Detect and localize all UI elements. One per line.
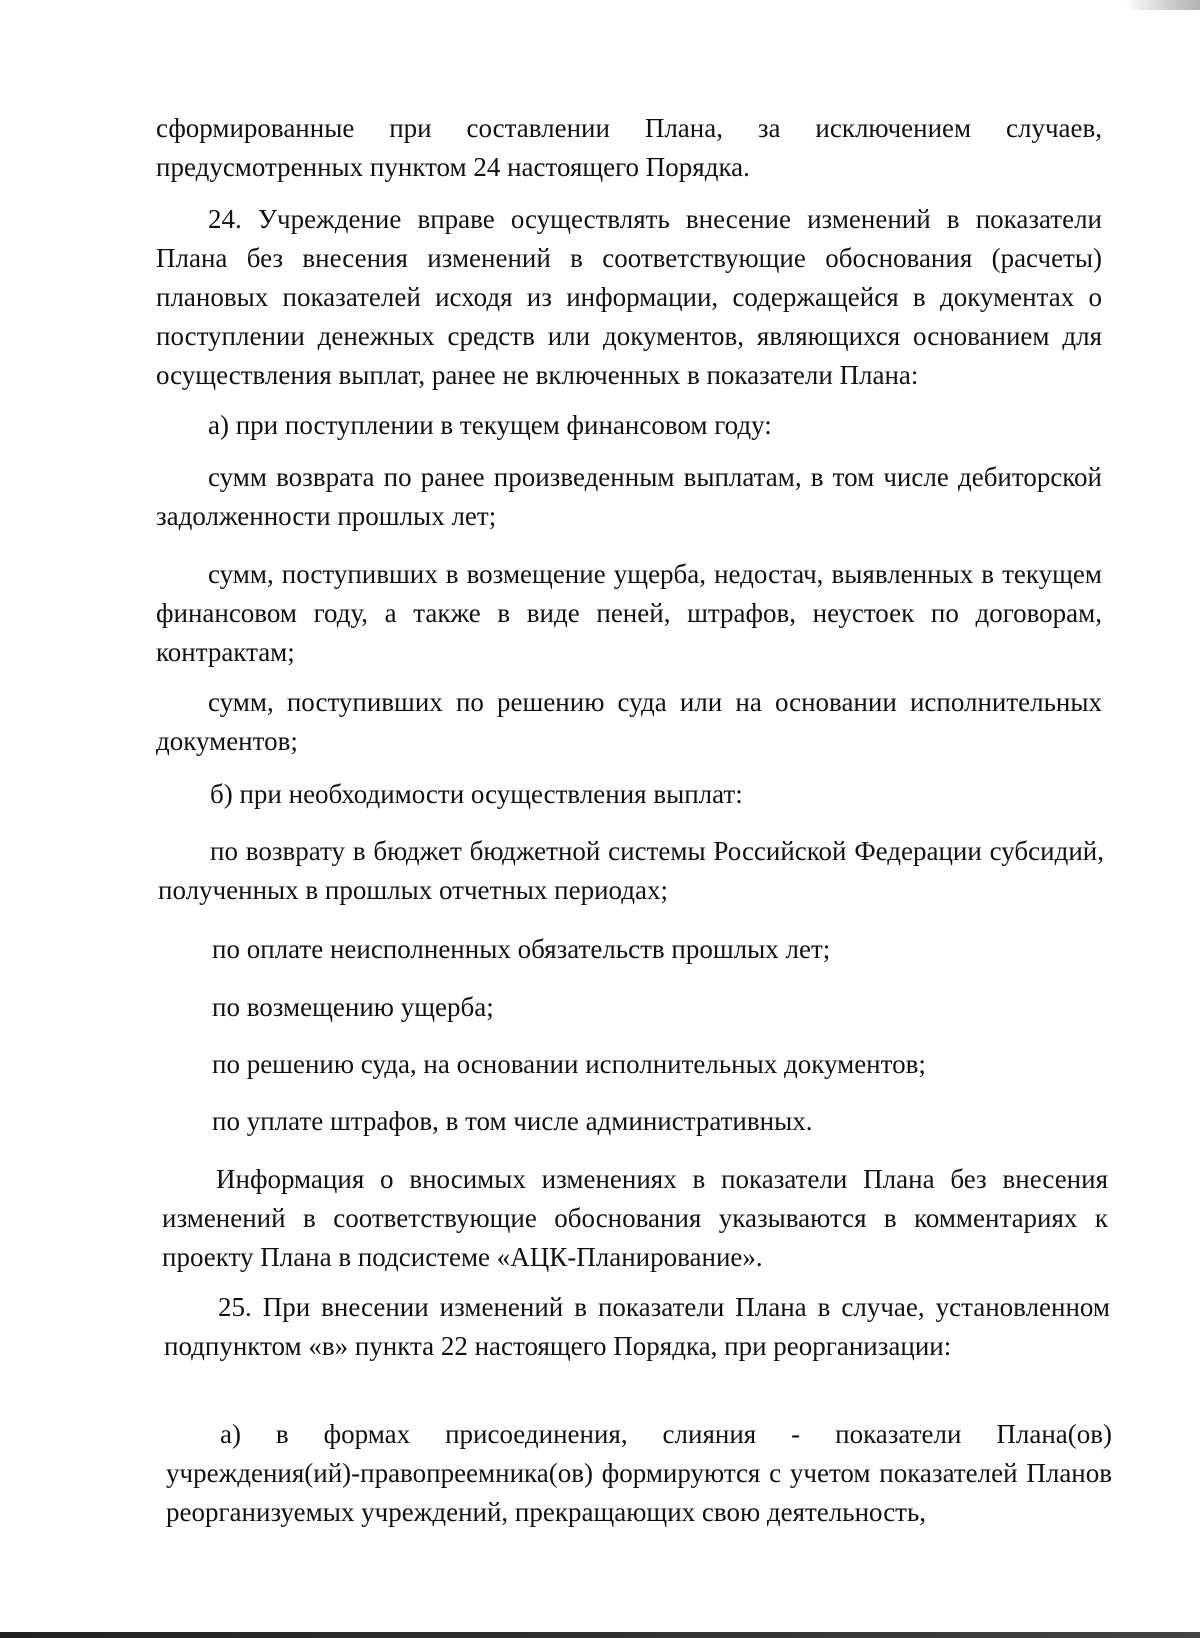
paragraph-budget-return: по возврату в бюджет бюджетной системы Российской Федерации субсидий, полученных в прошлых отчетных периодах; — [158, 836, 1104, 905]
paragraph-item-24: 24. Учреждение вправе осуществлять внесение изменений в показатели Плана без внесения изменений в соответствующие обоснования (расчеты) плановых показателей исходя из информации, содержащейся в документах о поступлении денежных средств или документов, являющихся основанием для осуществления выплат, ранее не включенных в показатели Плана: — [156, 204, 1102, 390]
paragraph-sub-a: а) при поступлении в текущем финансовом году: — [208, 410, 772, 440]
paragraph-information-note: Информация о вносимых изменениях в показатели Плана без внесения изменений в соответствующие обоснования указываются в комментариях к проекту Плана в подсистеме «АЦК-Планирование». — [162, 1164, 1108, 1272]
paragraph-continuation: сформированные при составлении Плана, за исключением случаев, предусмотренных пунктом 24 настоящего Порядка. — [156, 113, 1102, 182]
scan-bottom-edge — [0, 1632, 1200, 1638]
paragraph-sub-b: б) при необходимости осуществления выплат: — [210, 779, 743, 809]
paragraph-court-sums: сумм, поступивших по решению суда или на основании исполнительных документов; — [156, 687, 1102, 756]
paragraph-item-25: 25. При внесении изменений в показатели Плана в случае, установленном подпунктом «в» пункта 22 настоящего Порядка, при реорганизации: — [164, 1292, 1110, 1361]
paragraph-unfulfilled-obligations: по оплате неисполненных обязательств прошлых лет; — [212, 934, 831, 964]
paragraph-damage-compensation: по возмещению ущерба; — [212, 992, 494, 1022]
paragraph-fines: по уплате штрафов, в том числе административных. — [212, 1106, 813, 1136]
scan-artifact — [1125, 0, 1200, 10]
paragraph-damage-sums: сумм, поступивших в возмещение ущерба, недостач, выявленных в текущем финансовом году, а также в виде пеней, штрафов, неустоек по договорам, контрактам; — [156, 559, 1102, 667]
paragraph-return-sums: сумм возврата по ранее произведенным выплатам, в том числе дебиторской задолженности прошлых лет; — [156, 462, 1102, 531]
paragraph-court-decision: по решению суда, на основании исполнительных документов; — [212, 1049, 926, 1079]
paragraph-sub-a-reorganization: а) в формах присоединения, слияния - показатели Плана(ов) учреждения(ий)-правопреемника(ов) формируются с учетом показателей Планов реорганизуемых учреждений, прекращающих свою деятельность, — [166, 1419, 1112, 1527]
